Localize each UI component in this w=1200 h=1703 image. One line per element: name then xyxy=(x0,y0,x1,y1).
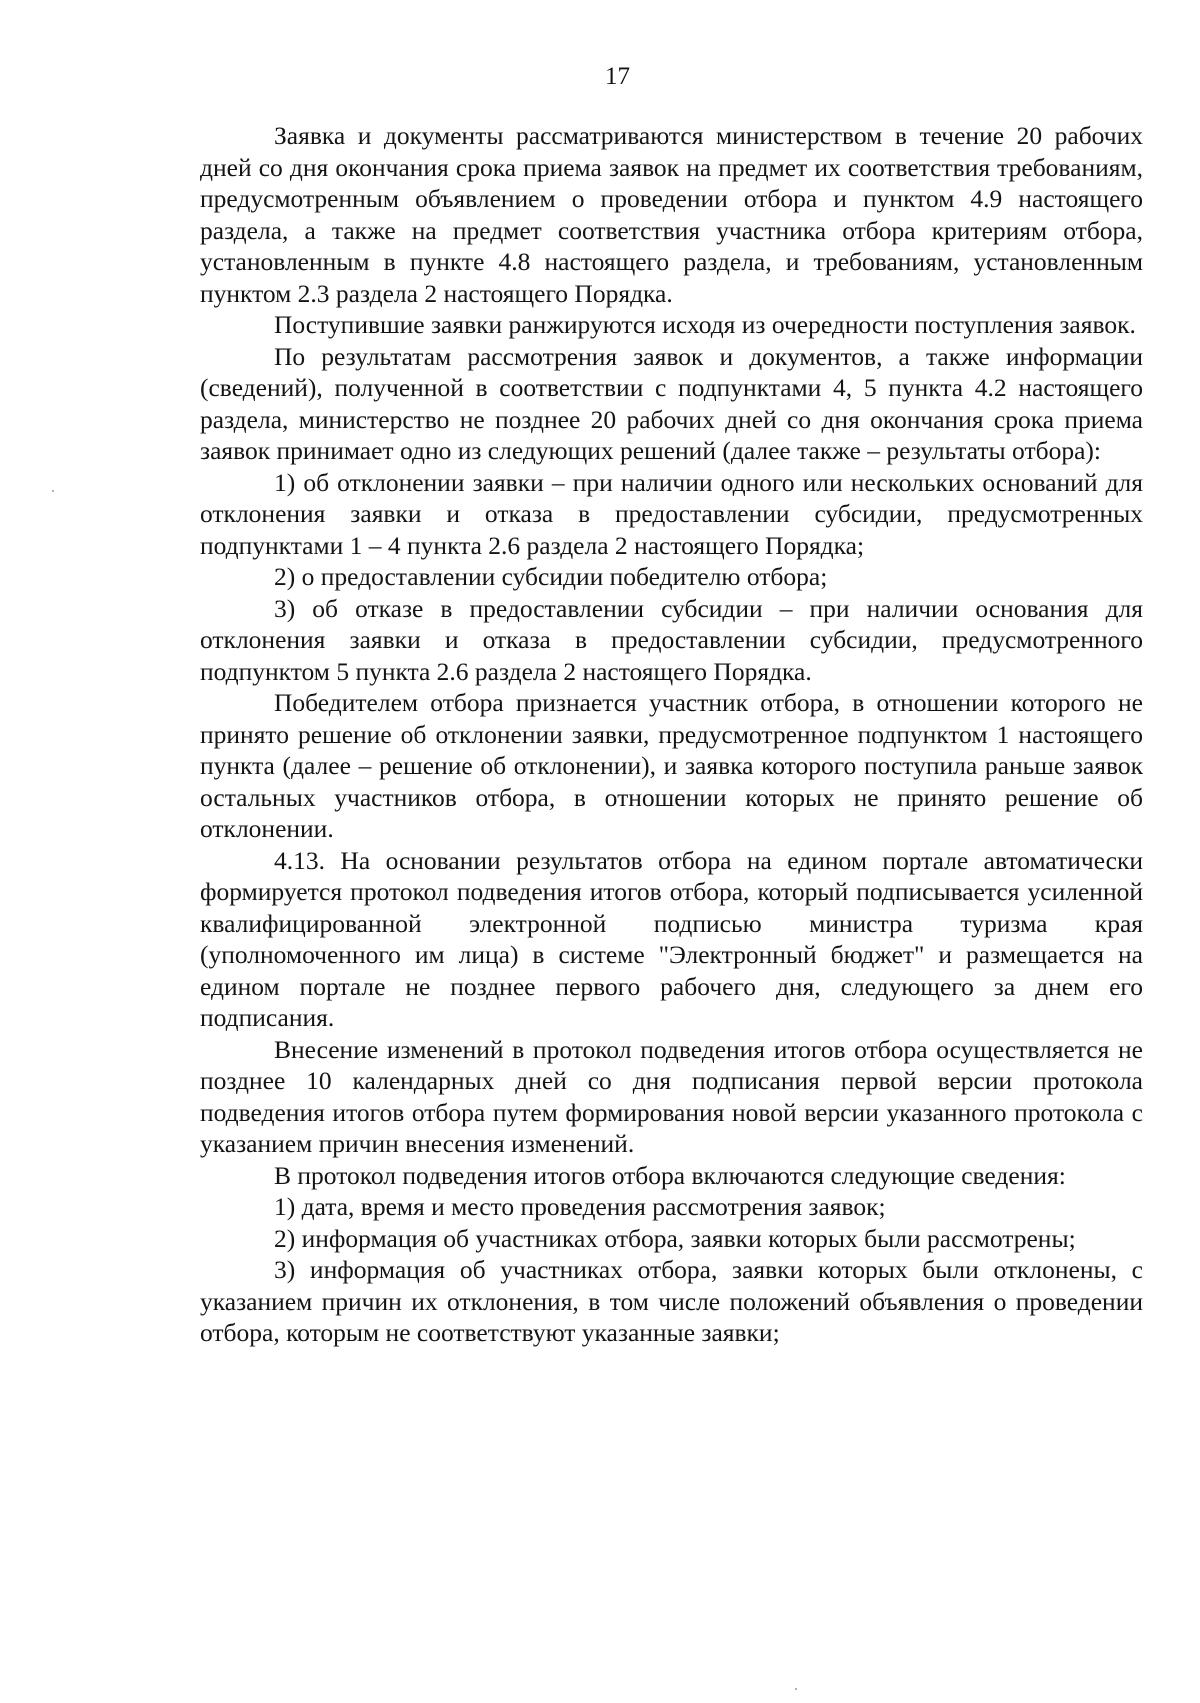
list-item-refusal: 3) об отказе в предоставлении субсидии – при наличии основания для отклонения заявки и отказа в предоставлении субсидии, предусмотренного подпунктом 5 пункта 2.6 раздела 2 настоящего Порядка. xyxy=(200,593,1143,686)
paragraph-winner: Победителем отбора признается участник отбора, в отношении которого не принято решение об отклонении заявки, предусмотренное подпунктом 1 настоящего пункта (далее – решение об отклонении), и заявка которого поступила раньше заявок остальных участников отбора, в отношении которых не принято решение об отклонении. xyxy=(200,688,1143,843)
scan-speck xyxy=(795,1688,797,1690)
page-number: 17 xyxy=(605,63,630,90)
paragraph-decisions: По результатам рассмотрения заявок и документов, а также информации (сведений), полученной в соответствии с подпунктами 4, 5 пункта 4.2 настоящего раздела, министерство не позднее 20 рабочих дней со дня окончания срока приема заявок принимает одно из следующих решений (далее также – результаты отбора): xyxy=(200,341,1143,465)
paragraph-protocol: 4.13. На основании результатов отбора на едином портале автоматически формируется протокол подведения итогов отбора, который подписывается усиленной квалифицированной электронной подписью министра туризма края (уполномоченного им лица) в системе "Электронный бюджет" и размещается на едином портале не позднее первого рабочего дня, следующего за днем его подписания. xyxy=(200,845,1143,1032)
scan-speck xyxy=(52,490,54,492)
document-body xyxy=(200,120,1143,1349)
paragraph-protocol-contents: В протокол подведения итогов отбора включаются следующие сведения: xyxy=(274,1160,1066,1190)
list-item-date-time: 1) дата, время и место проведения рассмотрения заявок; xyxy=(274,1192,886,1221)
list-item-participants-rejected: 3) информация об участниках отбора, заявки которых были отклонены, с указанием причин их отклонения, в том числе положений объявления о проведении отбора, которым не соответствуют указанные заявки; xyxy=(200,1255,1143,1347)
paragraph-ranking: Поступившие заявки ранжируются исходя из очередности поступления заявок. xyxy=(274,310,1136,339)
paragraph-protocol-changes: Внесение изменений в протокол подведения итогов отбора осуществляется не позднее 10 календарных дней со дня подписания первой версии протокола подведения итогов отбора путем формирования новой версии указанного протокола с указанием причин внесения изменений. xyxy=(200,1034,1143,1158)
paragraph-review-terms: Заявка и документы рассматриваются министерством в течение 20 рабочих дней со дня окончания срока приема заявок на предмет их соответствия требованиям, предусмотренным объявлением о проведении отбора и пунктом 4.9 настоящего раздела, а также на предмет соответствия участника отбора критериям отбора, установленным в пункте 4.8 настоящего раздела, и требованиям, установленным пунктом 2.3 раздела 2 настоящего Порядка. xyxy=(200,121,1143,308)
list-item-rejection: 1) об отклонении заявки – при наличии одного или нескольких оснований для отклонения заявки и отказа в предоставлении субсидии, предусмотренных подпунктами 1 – 4 пункта 2.6 раздела 2 настоящего Порядка; xyxy=(200,467,1143,560)
list-item-participants-reviewed: 2) информация об участниках отбора, заявки которых были рассмотрены; xyxy=(274,1223,1076,1253)
list-item-grant: 2) о предоставлении субсидии победителю отбора; xyxy=(274,562,828,591)
